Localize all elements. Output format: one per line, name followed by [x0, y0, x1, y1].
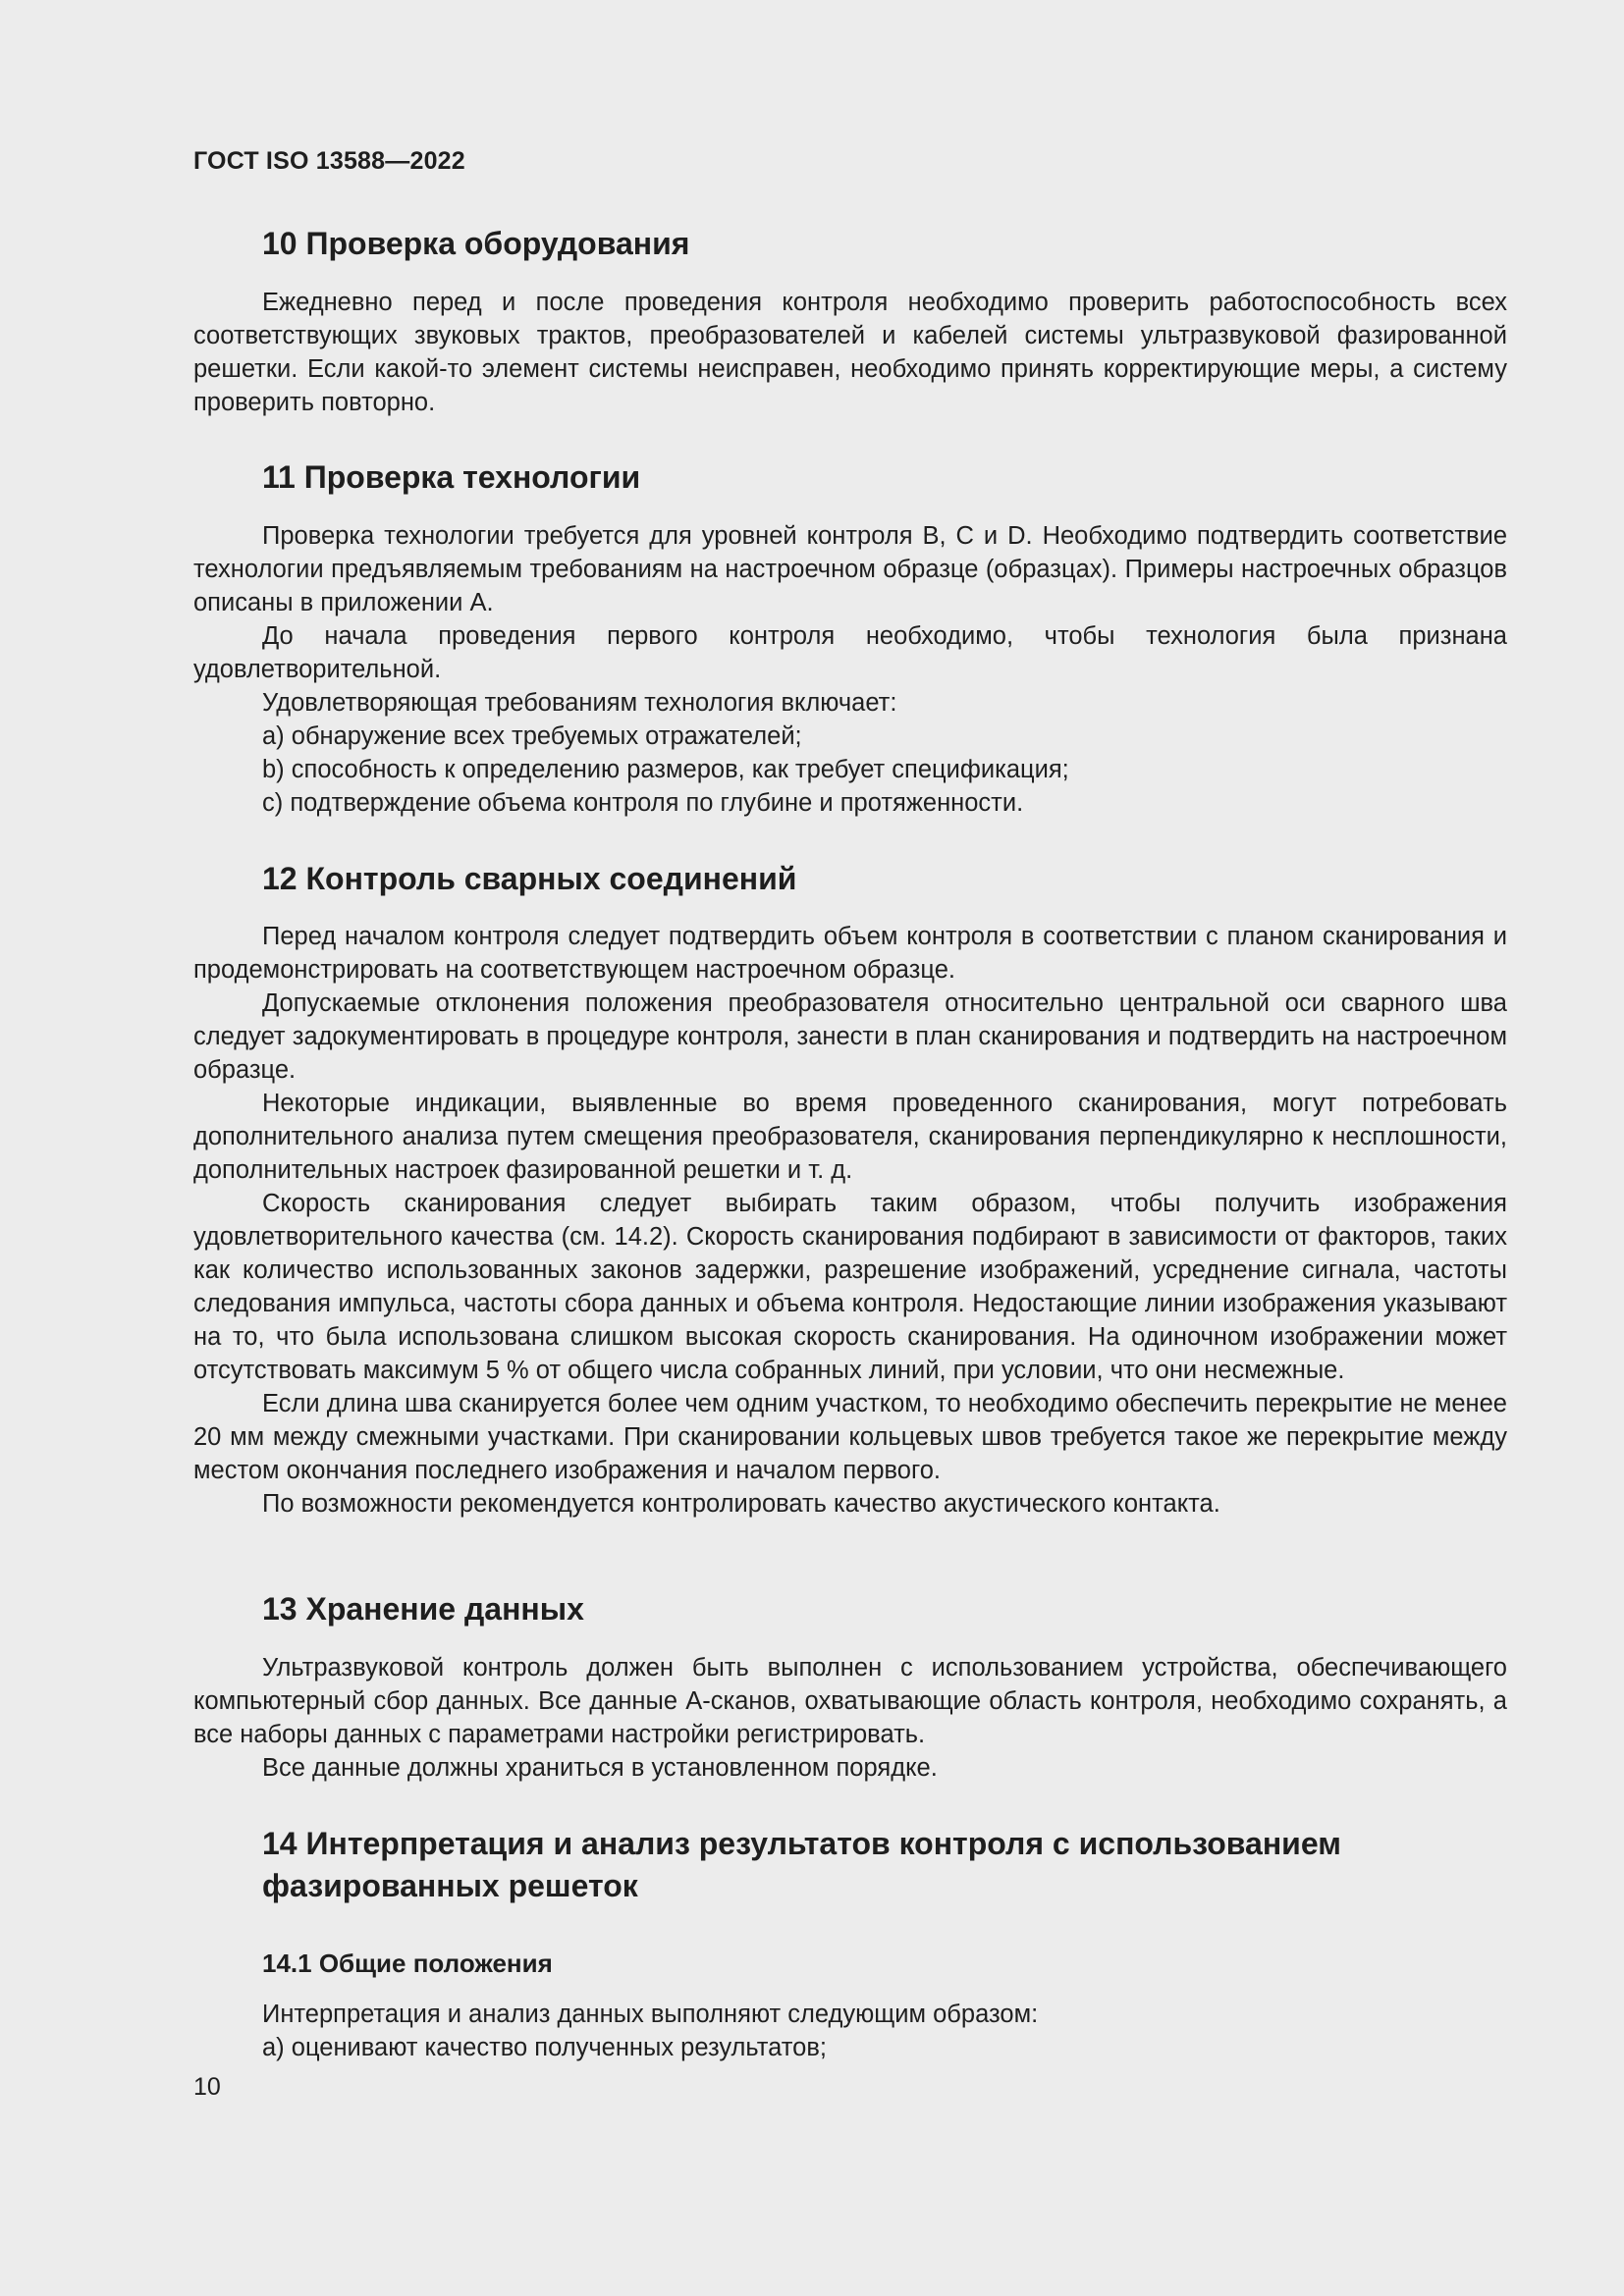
- section-13-body: [193, 1651, 1507, 1785]
- section-10-title: 10 Проверка оборудования: [262, 226, 690, 261]
- section-14-title: [262, 1823, 1341, 1907]
- paragraph: Перед началом контроля следует подтвердить объем контроля в соответствии с планом сканирования и продемонстрировать на соответствующем настроечном образце.: [193, 923, 1507, 984]
- section-14-title-line-2: фазированных решеток: [262, 1868, 638, 1903]
- paragraph: До начала проведения первого контроля необходимо, чтобы технология была признана удовлетворительной.: [193, 622, 1507, 683]
- paragraph: Ультразвуковой контроль должен быть выполнен с использованием устройства, обеспечивающего компьютерный сбор данных. Все данные A-сканов, охватывающие область контроля, необходимо сохранять, а все наборы данных с параметрами настройки регистрировать.: [193, 1654, 1507, 1748]
- section-14-title-line-1: 14 Интерпретация и анализ результатов контроля с использованием: [262, 1826, 1341, 1861]
- list-item: b) способность к определению размеров, как требует спецификация;: [262, 756, 1069, 783]
- paragraph: Удовлетворяющая требованиям технология включает:: [262, 689, 897, 717]
- list-item: a) оценивают качество полученных результатов;: [262, 2034, 827, 2061]
- paragraph: Некоторые индикации, выявленные во время проведенного сканирования, могут потребовать дополнительного анализа путем смещения преобразователя, сканирования перпендикулярно к несплошности, дополнительных настроек фазированной решетки и т. д.: [193, 1090, 1507, 1184]
- paragraph: Проверка технологии требуется для уровней контроля B, C и D. Необходимо подтвердить соответствие технологии предъявляемым требованиям на настроечном образце (образцах). Примеры настроечных образцов описаны в приложении A.: [193, 522, 1507, 616]
- paragraph: Допускаемые отклонения положения преобразователя относительно центральной оси сварного шва следует задокументировать в процедуре контроля, занести в план сканирования и подтвердить на настроечном образце.: [193, 989, 1507, 1084]
- page-number: 10: [193, 2073, 221, 2101]
- section-13-title: 13 Хранение данных: [262, 1591, 584, 1627]
- paragraph: По возможности рекомендуется контролировать качество акустического контакта.: [262, 1490, 1220, 1518]
- section-11-body: [193, 519, 1507, 820]
- paragraph: Ежедневно перед и после проведения контроля необходимо проверить работоспособность всех соответствующих звуковых трактов, преобразователей и кабелей системы ультразвуковой фазированной решетки. Если какой-то элемент системы неисправен, необходимо принять корректирующие меры, а систему проверить повторно.: [193, 289, 1507, 416]
- paragraph: Интерпретация и анализ данных выполняют следующим образом:: [262, 2001, 1039, 2028]
- section-11-title: 11 Проверка технологии: [262, 459, 641, 495]
- subsection-14-1-title: 14.1 Общие положения: [262, 1949, 553, 1978]
- paragraph: Если длина шва сканируется более чем одним участком, то необходимо обеспечить перекрытие не менее 20 мм между смежными участками. При сканировании кольцевых швов требуется такое же перекрытие между местом окончания последнего изображения и началом первого.: [193, 1390, 1507, 1484]
- section-10-body: [193, 286, 1507, 419]
- section-12-body: [193, 920, 1507, 1521]
- section-12-title: 12 Контроль сварных соединений: [262, 861, 797, 896]
- document-header: ГОСТ ISO 13588—2022: [193, 147, 465, 175]
- paragraph: Скорость сканирования следует выбирать таким образом, чтобы получить изображения удовлетворительного качества (см. 14.2). Скорость сканирования подбирают в зависимости от факторов, таких как количество использованных законов задержки, разрешение изображений, усреднение сигнала, частоты следования импульса, частоты сбора данных и объема контроля. Недостающие линии изображения указывают на то, что была использована слишком высокая скорость сканирования. На одиночном изображении может отсутствовать максимум 5 % от общего числа собранных линий, при условии, что они несмежные.: [193, 1190, 1507, 1384]
- list-item: c) подтверждение объема контроля по глубине и протяженности.: [262, 789, 1024, 817]
- section-14-body: [193, 1998, 1507, 2064]
- paragraph: Все данные должны храниться в установленном порядке.: [262, 1754, 938, 1782]
- list-item: a) обнаружение всех требуемых отражателей;: [262, 722, 802, 750]
